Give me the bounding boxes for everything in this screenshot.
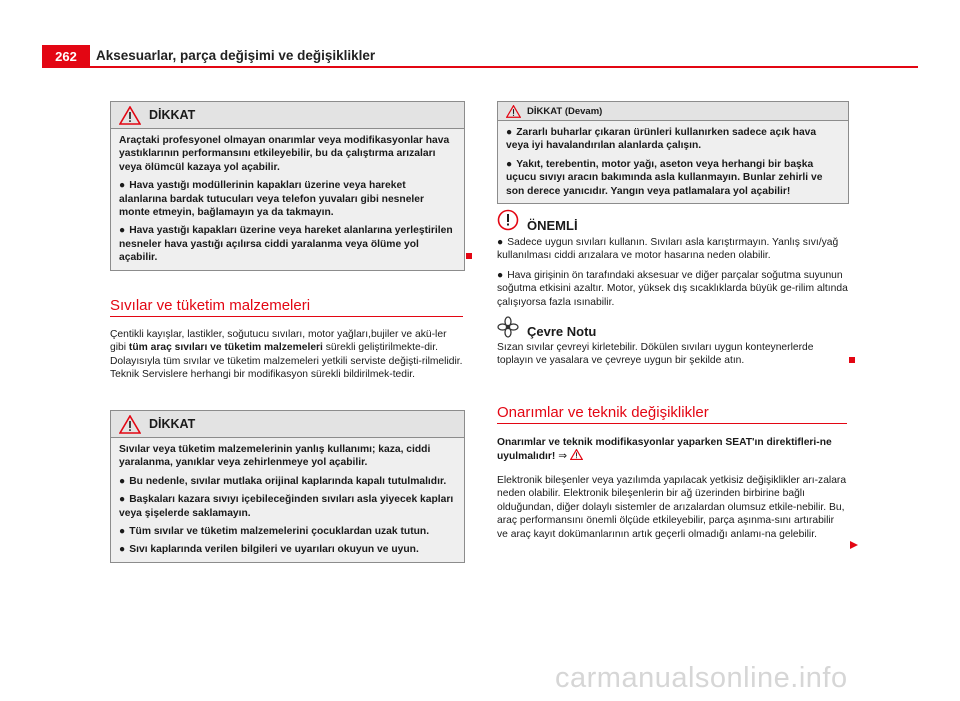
bullet-icon: ● [506,127,513,138]
warning-title: DİKKAT (Devam) [527,105,603,117]
warning-bullet: ● Bu nedenle, sıvılar mutlaka orijinal kaplarında kapalı tutulmalıdır. [119,475,447,487]
environment-text: Sızan sıvılar çevreyi kirletebilir. Dökülen sıvıları uygun konteynerlerde toplayın ve yasalara ve çevreye uygun bir şekilde atın. [497,342,814,367]
important-bullet: ● Sadece uygun sıvıları kullanın. Sıvıları asla karıştırmayın. Yanlış sıvı/yağ kullanılması ciddi arızalara ve motor hasarına neden olabilir. [497,237,839,262]
flower-environment-icon [497,316,519,338]
warning-bullet: ● Tüm sıvılar ve tüketim malzemelerini çocuklardan uzak tutun. [119,526,430,538]
warning-bullet: ● Yakıt, terebentin, motor yağı, aseton veya herhangi bir başka uçucu sıvıyı aracın bakımında asla kullanmayın. Bunlar zehirli ve son derece yanıcıdır. Yangın veya patlamalara yol açabilir! [506,158,823,197]
warning-title: DİKKAT [149,108,196,122]
bullet-icon: ● [506,158,513,170]
repairs-paragraph: Elektronik bileşenler veya yazılımda yapılacak yetkisiz değişiklikler arı-zalara neden olabilir. Elektronik bileşenlerin bir ağ üzerinden birbirine bağlı olduğundan, diğer dolaylı sistemler de arızalardan olumsuz etkile-nebilir. Bu, araç performansını önemli ölçüde etkileyebilir, parça aşınma-sını artırabilir ve araç kayıt dokümanlarının artık geçerli olmadığı anlamı-na gelebilir. [497,475,847,540]
environment-heading [497,316,596,338]
fluids-paragraph: Çentikli kayışlar, lastikler, soğutucu sıvıları, motor yağları,bujiler ve akü-ler gibi tüm araç sıvıları ve tüketim malzemeleri sürekli geliştirilmekte-dir. Dolayısıyla tüm sıvılar ve tüketim malzemeleri yetkili serviste değişti-rilmelidir. Teknik Servislere herhangi bir modifikasyon sürekli bildirilmek-tedir. [110,329,463,381]
continue-arrow-icon [850,541,858,549]
warning-box-airbag [110,101,465,271]
bullet-icon: ● [119,475,126,487]
end-marker-icon [849,357,855,363]
bullet-icon: ● [119,526,126,538]
warning-title: DİKKAT [149,417,196,431]
bullet-icon: ● [497,237,504,248]
warning-bullet: ● Zararlı buharlar çıkaran ürünleri kullanırken sadece açık hava veya iyi havalandırılan alanlarda çalışın. [506,127,817,152]
warning-bullet: ● Sıvı kaplarında verilen bilgileri ve uyarıları okuyun ve uyun. [119,544,419,556]
warning-header [111,411,464,438]
section-title-fluids: Sıvılar ve tüketim malzemeleri [110,297,311,314]
warning-box-continued [497,101,849,204]
warning-triangle-icon[interactable] [570,449,583,460]
warning-bullet: ● Hava yastığı kapakları üzerine veya hareket alanlarına yerleştirilen nesneler hava yastığı açılırsa ciddi yaralanma veya ölüme yol açabilir. [119,225,453,264]
bullet-icon: ● [119,225,126,237]
warning-triangle-icon [119,106,141,125]
end-marker-icon [466,253,472,259]
reference-arrow: ⇒ [558,451,567,463]
warning-triangle-icon [506,105,521,118]
bullet-icon: ● [119,180,126,192]
warning-triangle-icon [119,415,141,434]
important-bullet: ● Hava girişinin ön tarafındaki aksesuar ve diğer parçalar soğutma suyunun soğutma etkisini azaltır. Motor, yüksek dış sıcaklıklarda büyük ge-rilim altında çalışıyorsa fazla ısınabilir. [497,269,848,308]
warning-intro: Sıvılar veya tüketim malzemelerinin yanlış kullanımı; kaza, ciddi yaralanma, yanıklar veya zehirlenmeye yol açabilir. [119,444,431,469]
bullet-icon: ● [119,544,126,556]
chapter-title: Aksesuarlar, parça değişimi ve değişiklikler [96,48,376,63]
bullet-icon: ● [497,269,504,281]
environment-title: Çevre Notu [527,323,597,339]
bullet-icon: ● [119,494,126,506]
section-rule [497,423,847,424]
warning-header [498,102,848,121]
warning-header [111,102,464,129]
important-heading [497,209,578,231]
exclamation-circle-icon [497,209,519,231]
warning-intro: Araçtaki profesyonel olmayan onarımlar veya modifikasyonlar hava yastıklarının performansını etkileyebilir, bu da çalıştırma arızaları veya ölümcül kazaya yol açabilir. [119,135,450,173]
important-body [497,236,849,315]
header-rule [42,66,918,68]
warning-box-fluids [110,410,465,563]
important-title: ÖNEMLİ [527,217,578,233]
section-rule [110,316,463,317]
watermark: carmanualsonline.info [555,662,848,694]
section-title-repairs: Onarımlar ve teknik değişiklikler [497,404,709,421]
warning-bullet: ● Başkaları kazara sıvıyı içebileceğinden sıvıları asla yiyecek kapları veya şişelerde saklamayın. [119,494,454,519]
repairs-intro: Onarımlar ve teknik modifikasyonlar yaparken SEAT'ın direktifleri-ne uyulmalıdır! ⇒ [497,437,832,463]
warning-bullet: ● Hava yastığı modüllerinin kapakları üzerine veya hareket alanlarına bardak tutucuları veya telefon yuvaları gibi nesneler monte etmeyin, bağlamayın ya da takmayın. [119,180,425,219]
page-number: 262 [42,45,90,67]
